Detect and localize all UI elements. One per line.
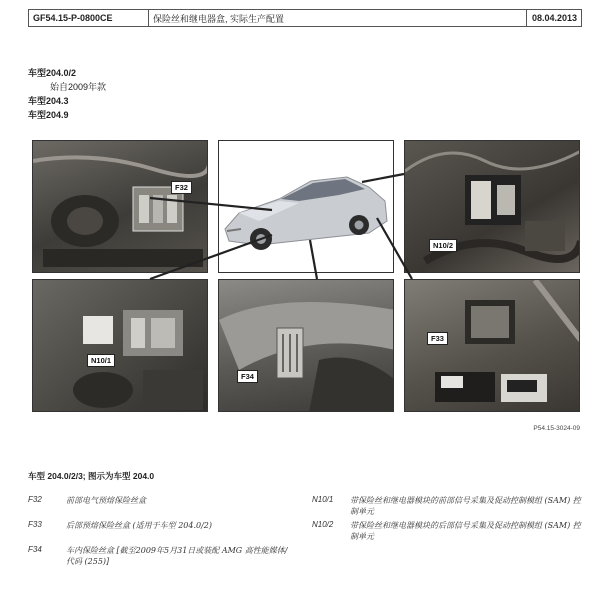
model-sub: 始自2009年款 [50,82,107,92]
model-item: 车型204.9 [28,110,69,120]
document-date: 08.04.2013 [531,13,577,23]
trunk-area-illustration [405,141,580,273]
label-f34: F34 [237,370,258,383]
legend-item [312,520,582,542]
model-item: 车型204.3 [28,96,69,106]
legend-left [28,495,308,595]
figure-caption: 车型 204.0/2/3; 图示为车型 204.0 [28,471,155,481]
engine-compartment-photo [32,140,208,273]
legend-item [28,520,288,531]
engine-compartment-illustration [33,141,208,273]
rear-fuse-illustration [405,280,580,412]
legend-item [28,545,288,567]
car-illustration [219,141,394,273]
front-sam-illustration [33,280,208,412]
label-n10-2: N10/2 [429,239,457,252]
legend-key: N10/2 [312,520,334,529]
figure-id: P54.15-3024-09 [533,425,580,432]
document-id: GF54.15-P-0800CE [29,10,149,26]
legend-key: F33 [28,520,42,529]
interior-fuse-illustration [219,280,394,412]
document-title: 保险丝和继电器盒, 实际生产配置 [149,10,527,26]
legend-key: F34 [28,545,42,554]
interior-fuse-photo [218,279,394,412]
label-f32: F32 [171,181,192,194]
legend-right [312,495,592,555]
legend-key: F32 [28,495,42,504]
trunk-area-photo [404,140,580,273]
document-header [28,9,582,27]
rear-fuse-photo [404,279,580,412]
legend-value: 带保险丝和继电器模块的前部信号采集及促动控制模组 (SAM) 控制单元 [350,496,581,516]
label-n10-1: N10/1 [87,354,115,367]
legend-value: 车内保险丝盒 [截至2009年5月31日或装配 AMG 高性能媒体/代码 (255)] [66,546,288,566]
front-sam-photo [32,279,208,412]
legend-value: 带保险丝和继电器模块的后部信号采集及促动控制模组 (SAM) 控制单元 [350,521,581,541]
model-list [28,66,106,122]
legend-value: 前部电气预熔保险丝盒 [66,496,146,505]
legend-item [312,495,582,517]
legend-key: N10/1 [312,495,334,504]
label-f33: F33 [427,332,448,345]
model-item: 车型204.0/2 [28,68,77,78]
location-figure [32,140,580,412]
legend-item [28,495,288,506]
car-illustration-panel [218,140,394,273]
legend-value: 后部预熔保险丝盒 (适用于车型 204.0/2) [66,521,213,530]
